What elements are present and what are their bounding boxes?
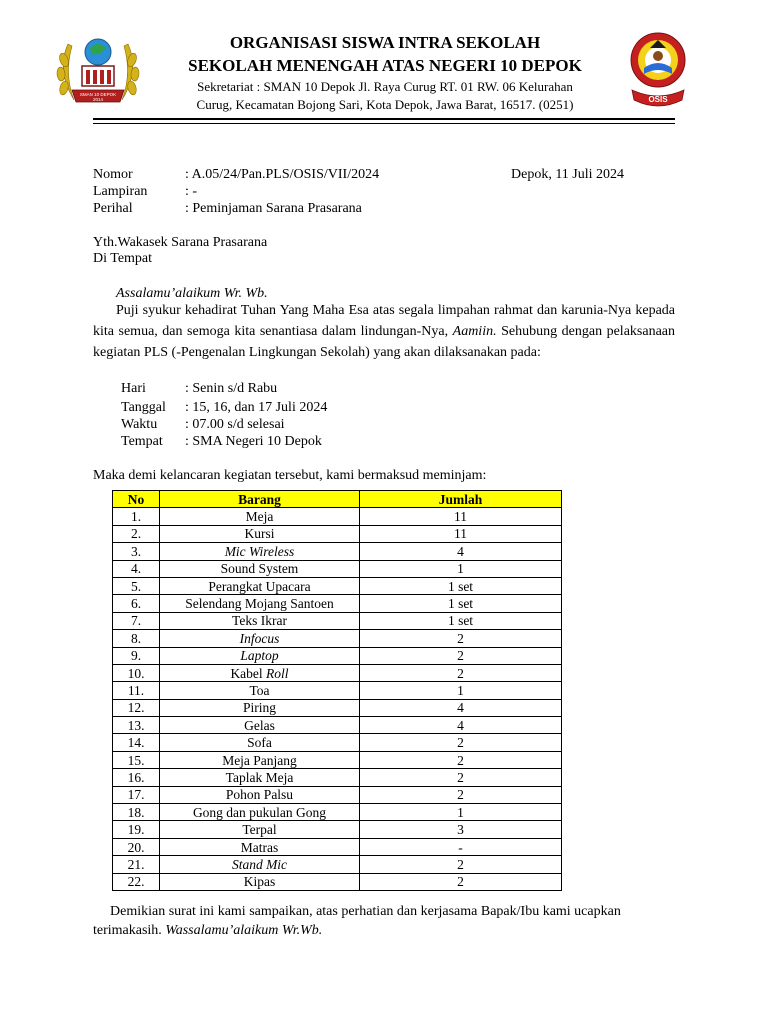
table-row [113, 699, 562, 716]
row-qty: 2 [360, 873, 562, 890]
table-row [113, 717, 562, 734]
table-row [113, 577, 562, 594]
nomor-value: : A.05/24/Pan.PLS/OSIS/VII/2024 [185, 167, 380, 182]
row-no: 21. [113, 856, 160, 873]
row-no: 3. [113, 543, 160, 560]
row-no: 1. [113, 508, 160, 525]
table-row [113, 856, 562, 873]
table-row [113, 838, 562, 855]
table-row [113, 804, 562, 821]
row-item: Meja [160, 508, 360, 525]
school-logo [52, 30, 144, 110]
row-qty: 2 [360, 734, 562, 751]
row-qty: 2 [360, 664, 562, 681]
perihal-label: Perihal [93, 201, 133, 216]
lampiran-value: : - [185, 184, 198, 199]
table-row [113, 612, 562, 629]
row-qty: 1 [360, 804, 562, 821]
body-text-1: Puji syukur kehadirat Tuhan Yang Maha Esa atas segala limpahan rahmat dan karunia-Nya kepada kita semua, dan semoga kita senantiasa dalam lindungan-Nya, [93, 303, 675, 339]
schedule-value-tempat: : SMA Negeri 10 Depok [185, 434, 322, 449]
row-no: 19. [113, 821, 160, 838]
schedule-value-waktu: : 07.00 s/d selesai [185, 417, 285, 432]
closing-italic: Wassalamu’alaikum Wr.Wb. [165, 923, 323, 938]
row-item: Matras [160, 838, 360, 855]
table-row [113, 786, 562, 803]
row-qty: 2 [360, 856, 562, 873]
header-divider-thin [93, 123, 675, 124]
row-item-part-italic: Roll [266, 665, 289, 681]
header-barang: Barang [160, 491, 360, 508]
row-qty: 2 [360, 751, 562, 768]
row-item: Terpal [160, 821, 360, 838]
row-item: Toa [160, 682, 360, 699]
org-name: ORGANISASI SISWA INTRA SEKOLAH [229, 33, 541, 52]
row-qty: 11 [360, 508, 562, 525]
row-no: 22. [113, 873, 160, 890]
row-no: 7. [113, 612, 160, 629]
row-qty: 1 [360, 682, 562, 699]
school-name: SEKOLAH MENENGAH ATAS NEGERI 10 DEPOK [188, 56, 582, 75]
header-divider-thick [93, 118, 675, 120]
address-line-2: Curug, Kecamatan Bojong Sari, Kota Depok, Jawa Barat, 16517. (0251) [196, 97, 574, 112]
address-line-1: Sekretariat : SMAN 10 Depok Jl. Raya Curug RT. 01 RW. 06 Kelurahan [197, 79, 573, 94]
closing-text: Demikian surat ini kami sampaikan, atas perhatian dan kerjasama Bapak/Ibu kami ucapkan terimakasih. [93, 904, 621, 938]
row-item-part: Kabel [230, 665, 267, 681]
row-no: 14. [113, 734, 160, 751]
row-qty: 4 [360, 717, 562, 734]
table-row [113, 664, 562, 681]
row-no: 15. [113, 751, 160, 768]
closing-paragraph [93, 902, 675, 940]
table-header-row [113, 491, 562, 508]
row-item: Infocus [160, 630, 360, 647]
schedule-value-hari: : Senin s/d Rabu [185, 381, 278, 396]
row-qty: 2 [360, 769, 562, 786]
table-row [113, 751, 562, 768]
schedule-value-tanggal: : 15, 16, dan 17 Juli 2024 [185, 400, 328, 415]
schedule-label-hari: Hari [121, 381, 146, 396]
row-qty: 4 [360, 699, 562, 716]
letter-date: Depok, 11 Juli 2024 [511, 167, 625, 182]
table-row [113, 873, 562, 890]
row-item: Selendang Mojang Santoen [160, 595, 360, 612]
row-item: Piring [160, 699, 360, 716]
row-item: Pohon Palsu [160, 786, 360, 803]
row-item: Gelas [160, 717, 360, 734]
table-row [113, 543, 562, 560]
row-no: 20. [113, 838, 160, 855]
table-row [113, 682, 562, 699]
lampiran-label: Lampiran [93, 184, 148, 199]
header-no: No [113, 491, 160, 508]
greeting: Assalamu’alaikum Wr. Wb. [116, 286, 268, 301]
logo-left-text: SMAN 10 DEPOK [79, 92, 117, 97]
schedule-label-tanggal: Tanggal [121, 400, 166, 415]
loan-items-table [112, 490, 562, 891]
table-row [113, 821, 562, 838]
row-item: Mic Wireless [160, 543, 360, 560]
table-row [113, 647, 562, 664]
schedule-label-waktu: Waktu [121, 417, 158, 432]
row-item: Stand Mic [160, 856, 360, 873]
row-no: 10. [113, 664, 160, 681]
logo-right-text: OSIS [648, 95, 668, 104]
body-text-2: Sehubung dengan pelaksanaan kegiatan PLS (-Pengenalan Lingkungan Sekolah) yang akan dilaksanakan pada: [93, 324, 675, 360]
row-item: Meja Panjang [160, 751, 360, 768]
recipient-line-2: Di Tempat [93, 251, 153, 266]
row-qty: 2 [360, 786, 562, 803]
row-item: Kursi [160, 525, 360, 542]
perihal-value: : Peminjaman Sarana Prasarana [185, 201, 362, 216]
row-no: 6. [113, 595, 160, 612]
row-item: Sound System [160, 560, 360, 577]
table-row [113, 630, 562, 647]
row-no: 17. [113, 786, 160, 803]
table-row [113, 734, 562, 751]
nomor-label: Nomor [93, 167, 133, 182]
logo-left-year: 2014 [92, 97, 104, 102]
row-qty: 2 [360, 630, 562, 647]
row-no: 5. [113, 577, 160, 594]
row-qty: 3 [360, 821, 562, 838]
row-item: Laptop [160, 647, 360, 664]
row-item: Taplak Meja [160, 769, 360, 786]
schedule-label-tempat: Tempat [121, 434, 163, 449]
body-paragraph [93, 300, 675, 363]
row-item: Sofa [160, 734, 360, 751]
row-qty: 1 [360, 560, 562, 577]
table-row [113, 595, 562, 612]
row-qty: 11 [360, 525, 562, 542]
row-qty: 2 [360, 647, 562, 664]
row-item: Gong dan pukulan Gong [160, 804, 360, 821]
row-no: 2. [113, 525, 160, 542]
table-intro: Maka demi kelancaran kegiatan tersebut, kami bermaksud meminjam: [93, 468, 487, 483]
row-qty: 1 set [360, 595, 562, 612]
row-no: 18. [113, 804, 160, 821]
row-no: 4. [113, 560, 160, 577]
header-jumlah: Jumlah [360, 491, 562, 508]
row-item [160, 664, 360, 681]
row-item: Kipas [160, 873, 360, 890]
row-no: 12. [113, 699, 160, 716]
row-qty: - [360, 838, 562, 855]
body-text-italic: Aamiin. [452, 324, 497, 339]
row-qty: 1 set [360, 612, 562, 629]
osis-logo [622, 30, 694, 112]
row-no: 11. [113, 682, 160, 699]
row-no: 8. [113, 630, 160, 647]
row-no: 9. [113, 647, 160, 664]
table-row [113, 769, 562, 786]
recipient-line-1: Yth.Wakasek Sarana Prasarana [93, 235, 268, 250]
table-row [113, 525, 562, 542]
row-qty: 1 set [360, 577, 562, 594]
row-item: Teks Ikrar [160, 612, 360, 629]
table-row [113, 560, 562, 577]
row-no: 16. [113, 769, 160, 786]
row-item: Perangkat Upacara [160, 577, 360, 594]
table-row [113, 508, 562, 525]
row-qty: 4 [360, 543, 562, 560]
row-no: 13. [113, 717, 160, 734]
